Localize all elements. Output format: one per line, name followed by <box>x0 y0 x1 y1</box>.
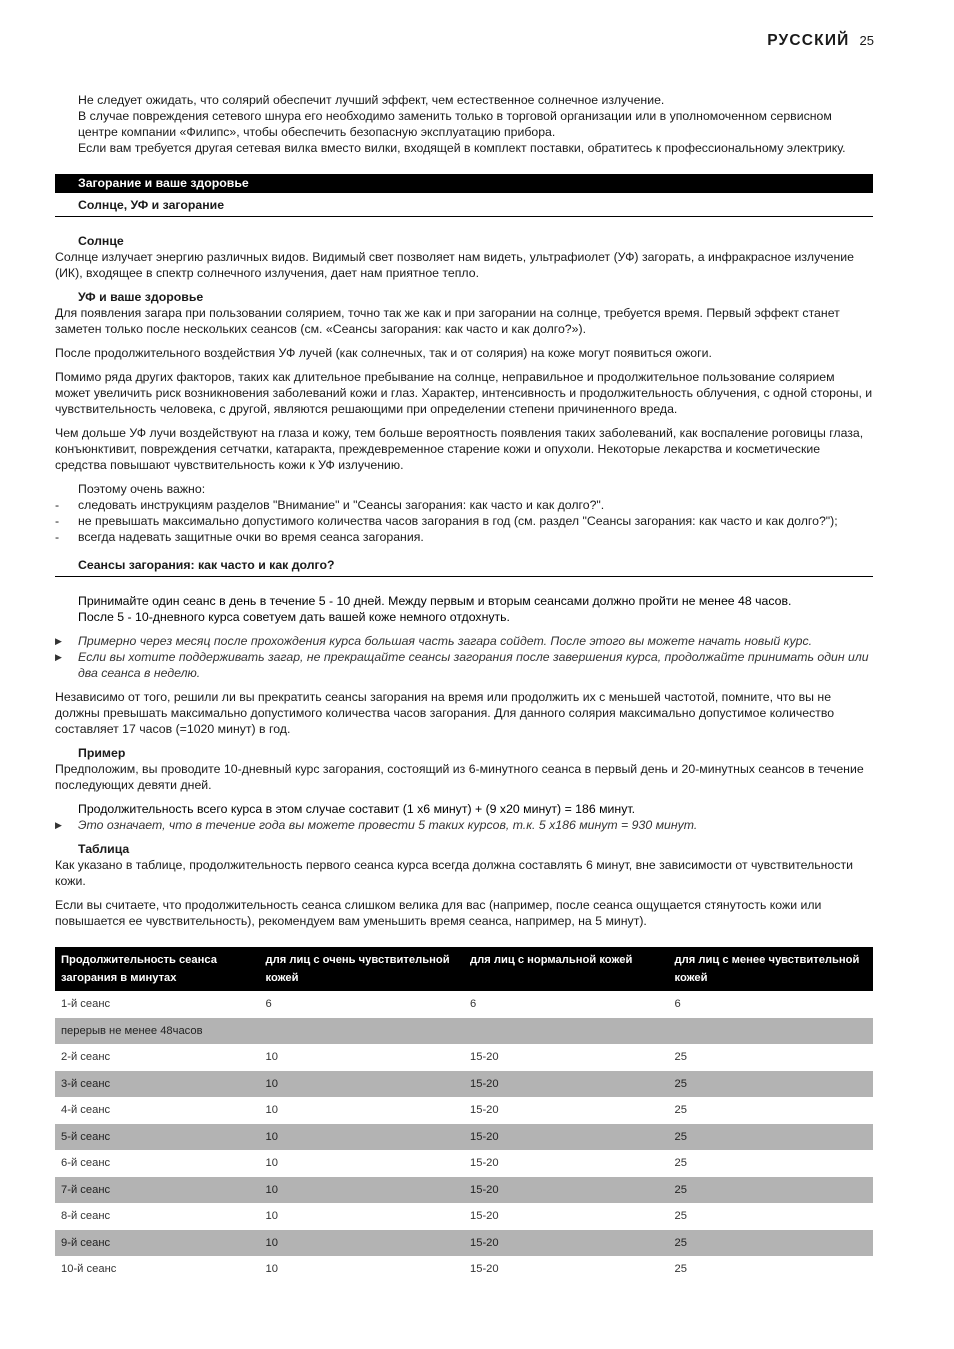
table-cell: 15-20 <box>464 1230 669 1257</box>
table-cell: 8-й сеанс <box>61 1210 111 1222</box>
page-content <box>55 92 873 1283</box>
table-cell: 25 <box>669 1124 874 1151</box>
important-item: - следовать инструкциям разделов "Внимание" и "Сеансы загорания: как часто и как долго?". <box>55 497 873 513</box>
table-row <box>55 1230 873 1257</box>
heading-uv: УФ и ваше здоровье <box>78 290 204 304</box>
table-cell: 25 <box>674 1263 687 1275</box>
uv-paragraph: Чем дольше УФ лучи воздействуют на глаза и кожу, тем больше вероятность появления таких заболеваний, как воспаление роговицы глаза, конъюнктивит, повреждения сетчатки, катаракта, преждевременное старение кожи и опухоли. Некоторые лекарства и косметические средства повышают чувствительность кожи к УФ излучению. <box>55 426 864 472</box>
table-row <box>55 1177 873 1204</box>
page-header <box>767 33 874 49</box>
table-cell <box>260 1018 465 1045</box>
example-total: Продолжительность всего курса в этом случае составит (1 x6 минут) + (9 x20 минут) = 186 минут. <box>78 802 636 816</box>
table-header-cell: для лиц с нормальной кожей <box>464 947 669 991</box>
table-cell: 10 <box>260 1124 465 1151</box>
table-cell: 10 <box>265 1051 278 1063</box>
table-cell: 6-й сеанс <box>61 1157 111 1169</box>
subheading: Солнце, УФ и загорание <box>55 197 873 217</box>
table-cell: 15-20 <box>470 1051 499 1063</box>
intro-block <box>55 92 873 156</box>
table-cell: 15-20 <box>470 1210 499 1222</box>
rule-line: После 5 - 10-дневного курса советуем дать вашей коже немного отдохнуть. <box>78 610 510 624</box>
bullet-triangle-icon: ▶ <box>55 636 62 646</box>
table-paragraph: Как указано в таблице, продолжительность первого сеанса курса всегда должна составлять 6 минут, вне зависимости от чувствительности кожи. <box>55 858 853 888</box>
table-row <box>55 1256 873 1283</box>
table-cell: 10 <box>265 1104 278 1116</box>
language-label: РУССКИЙ <box>767 32 850 49</box>
table-cell: 6 <box>265 998 272 1010</box>
table-cell: 25 <box>669 1071 874 1098</box>
table-cell: 15-20 <box>464 1177 669 1204</box>
table-row <box>55 1018 873 1045</box>
heading-sun: Солнце <box>78 234 124 248</box>
table-header-cell: для лиц с менее чувствительной кожей <box>669 947 874 991</box>
table-cell: 6 <box>674 998 681 1010</box>
tip-item <box>55 633 873 649</box>
subheading-sessions: Сеансы загорания: как часто и как долго? <box>55 557 873 577</box>
table-cell: 4-й сеанс <box>61 1104 111 1116</box>
table-row <box>55 1071 873 1098</box>
table-cell: 3-й сеанс <box>55 1071 260 1098</box>
table-cell: 10 <box>265 1157 278 1169</box>
table-paragraph: Если вы считаете, что продолжительность сеанса слишком велика для вас (например, после сеанса ощущается стянутость кожи или повышается ее чувствительность), рекомендуем вам уменьшить время сеанса, например, на 5 минут). <box>55 898 822 928</box>
table-cell: 9-й сеанс <box>55 1230 260 1257</box>
table-cell: 2-й сеанс <box>61 1051 111 1063</box>
example-paragraph: Предположим, вы проводите 10-дневный курс загорания, состоящий из 6-минутного сеанса в первый день и 20-минутных сеансов в течение последующих девяти дней. <box>55 762 864 792</box>
table-cell: 25 <box>669 1177 874 1204</box>
rule-line: Принимайте один сеанс в день в течение 5 - 10 дней. Между первым и вторым сеансами должно пройти не менее 48 часов. <box>78 594 792 608</box>
table-header-row <box>55 947 873 991</box>
heading-example: Пример <box>78 746 126 760</box>
table-cell: 15-20 <box>470 1157 499 1169</box>
table-row <box>55 1150 873 1177</box>
table-cell <box>464 1018 669 1045</box>
tip-item <box>55 649 873 681</box>
table-cell: перерыв не менее 48часов <box>55 1018 260 1045</box>
intro-line: В случае повреждения сетевого шнура его необходимо заменить только в торговой организации или в уполномоченном сервисном центре компании «Филипс», чтобы обеспечить безопасную эксплуатацию прибора. <box>78 109 832 139</box>
table-row <box>55 1203 873 1230</box>
page-number: 25 <box>859 33 874 48</box>
table-cell: 10 <box>260 1177 465 1204</box>
table-cell: 25 <box>674 1210 687 1222</box>
sessions-table <box>55 947 873 1283</box>
table-cell: 25 <box>674 1051 687 1063</box>
limit-paragraph: Независимо от того, решили ли вы прекратить сеансы загорания на время или продолжить их с меньшей частотой, помните, что вы не должны превышать максимально допустимого количества часов загорания. Для данного солярия максимально допустимое количество составляет 17 часов (=1020 минут) в год. <box>55 690 835 736</box>
sun-paragraph: Солнце излучает энергию различных видов. Видимый свет позволяет нам видеть, ультрафиолет (УФ) загорать, а инфракрасное излучение (ИК), входящее в спектр солнечного излучения, дает нам приятное тепло. <box>55 250 854 280</box>
table-row <box>55 1044 873 1071</box>
uv-paragraph: После продолжительного воздействия УФ лучей (как солнечных, так и от солярия) на коже могут появиться ожоги. <box>55 346 712 360</box>
table-cell: 25 <box>674 1157 687 1169</box>
table-cell: 15-20 <box>470 1104 499 1116</box>
bullet-triangle-icon: ▶ <box>55 652 62 662</box>
table-cell: 10 <box>265 1210 278 1222</box>
heading-table: Таблица <box>78 842 130 856</box>
table-cell: 15-20 <box>464 1071 669 1098</box>
table-header-cell: Продолжительность сеанса загорания в минутах <box>55 947 260 991</box>
table-cell: 10 <box>260 1071 465 1098</box>
important-item: - всегда надевать защитные очки во время сеанса загорания. <box>55 529 873 545</box>
table-header-cell: для лиц с очень чувствительной кожей <box>260 947 465 991</box>
tip-text: Примерно через месяц после прохождения курса большая часть загара сойдет. После этого вы можете начать новый курс. <box>78 634 813 648</box>
table-cell: 25 <box>674 1104 687 1116</box>
table-row <box>55 1097 873 1124</box>
important-item: - не превышать максимально допустимого количества часов загорания в год (см. раздел "Сеансы загорания: как часто и как долго?"); <box>55 513 873 529</box>
intro-line: Если вам требуется другая сетевая вилка вместо вилки, входящей в комплект поставки, обратитесь к профессиональному электрику. <box>78 141 846 155</box>
uv-paragraph: Для появления загара при пользовании солярием, точно так же как и при загорании на солнце, требуется время. Первый эффект станет заметен только после нескольких сеансов (см. «Сеансы загорания: как часто и как долго?»). <box>55 306 840 336</box>
table-cell: 25 <box>669 1230 874 1257</box>
example-tip <box>55 817 873 833</box>
table-cell: 15-20 <box>470 1263 499 1275</box>
intro-line: Не следует ожидать, что солярий обеспечит лучший эффект, чем естественное солнечное излучение. <box>78 93 665 107</box>
table-cell: 10-й сеанс <box>61 1263 117 1275</box>
uv-paragraph: Помимо ряда других факторов, таких как длительное пребывание на солнце, неправильное и продолжительное пользование солярием может увеличить риск возникновения заболеваний кожи и глаз. Характер, интенсивность и продолжительность облучения, с одной стороны, и чувствительность человека, с другой, являются решающими при определении степени причиненного вреда. <box>55 370 873 416</box>
table-cell: 10 <box>260 1230 465 1257</box>
table-cell: 15-20 <box>464 1124 669 1151</box>
tip-text: Это означает, что в течение года вы можете провести 5 таких курсов, т.к. 5 x186 минут = 930 минут. <box>78 818 698 832</box>
table-cell: 7-й сеанс <box>55 1177 260 1204</box>
table-row <box>55 1124 873 1151</box>
section-bar: Загорание и ваше здоровье <box>55 174 873 193</box>
important-intro: Поэтому очень важно: <box>78 482 206 496</box>
bullet-triangle-icon: ▶ <box>55 820 62 830</box>
table-cell: 10 <box>265 1263 278 1275</box>
table-cell: 1-й сеанс <box>61 998 111 1010</box>
table-row <box>55 991 873 1018</box>
tip-text: Если вы хотите поддерживать загар, не прекращайте сеансы загорания после завершения курса, продолжайте принимать один или два сеанса в неделю. <box>78 650 869 680</box>
table-cell <box>669 1018 874 1045</box>
table-cell: 6 <box>470 998 477 1010</box>
table-cell: 5-й сеанс <box>55 1124 260 1151</box>
